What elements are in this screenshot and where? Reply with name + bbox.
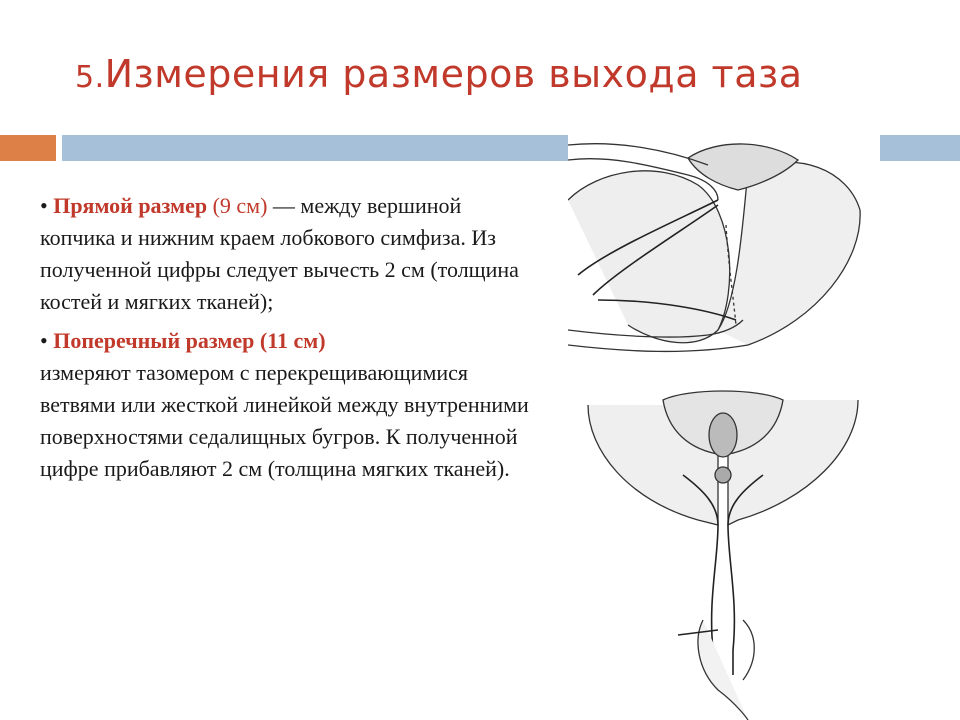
item-direct-size: [40, 190, 540, 318]
bullet: •: [40, 328, 48, 353]
title-number: 5.: [75, 60, 105, 95]
term-transverse-size: Поперечный размер (11 см): [53, 328, 326, 353]
pelvis-measurement-illustration: [568, 130, 880, 720]
bullet: •: [40, 193, 48, 218]
item-transverse-size: [40, 325, 540, 485]
text-direct-size: — между вершиной копчика и нижним краем лобкового симфиза. Из полученной цифры следует вычесть 2 см (толщина костей и мягких тканей);: [40, 193, 519, 314]
title-text: Измерения размеров выхода таза: [104, 52, 803, 96]
value-direct-size: (9 см): [212, 193, 268, 218]
content-body: [40, 190, 540, 492]
slide-title: [75, 52, 935, 96]
upper-drawing: [568, 144, 860, 352]
lower-drawing: [588, 391, 858, 720]
accent-bar-orange: [0, 135, 56, 161]
text-transverse-size: измеряют тазомером с перекрещивающимися ветвями или жесткой линейкой между внутренними поверхностями седалищных бугров. К полученной цифре прибавляют 2 см (толщина мягких тканей).: [40, 360, 529, 481]
illustration-drawing: [568, 130, 880, 720]
term-direct-size: Прямой размер: [53, 193, 208, 218]
